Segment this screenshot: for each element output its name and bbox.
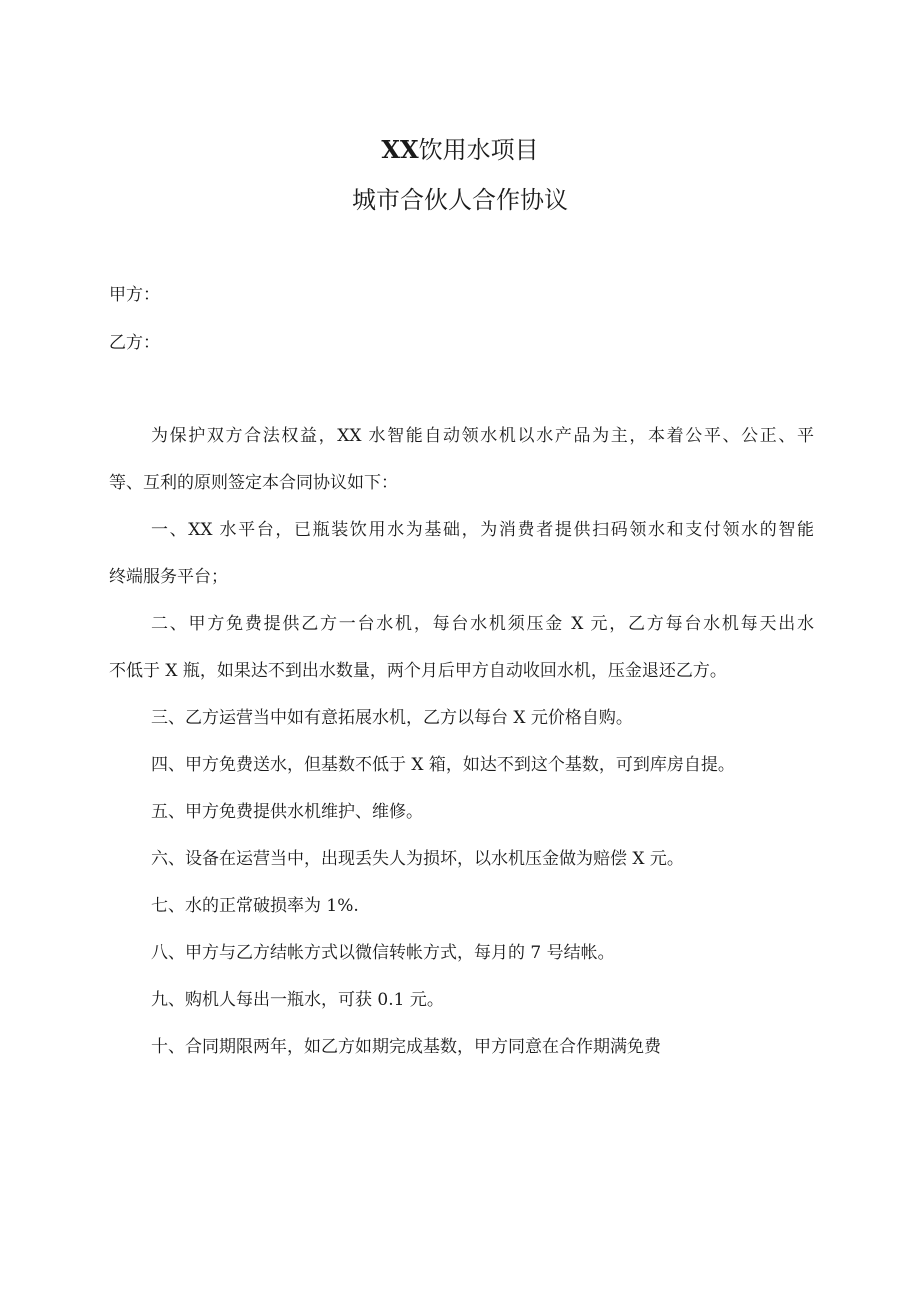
agreement-clause	[109, 1035, 814, 1059]
clause-line: 三、乙方运营当中如有意拓展水机，乙方以每台 X 元价格自购。	[151, 708, 633, 728]
agreement-clause	[109, 706, 814, 730]
clause-line: 五、甲方免费提供水机维护、维修。	[151, 802, 423, 822]
clause-line: 终端服务平台；	[109, 567, 228, 587]
party-b-label: 乙方：	[109, 333, 160, 353]
agreement-clause	[109, 894, 814, 918]
agreement-body	[109, 424, 814, 1059]
document-title-line-1	[0, 134, 920, 166]
document-title-line-2: 城市合伙人合作协议	[352, 186, 568, 214]
agreement-clause	[109, 612, 814, 683]
clause-line: 一、XX 水平台，已瓶装饮用水为基础，为消费者提供扫码领水和支付领水的智能	[151, 520, 814, 540]
clause-line: 七、水的正常破损率为 1%.	[151, 896, 359, 916]
clause-line: 九、购机人每出一瓶水，可获 0.1 元。	[151, 990, 444, 1010]
clause-line: 不低于 X 瓶，如果达不到出水数量，两个月后甲方自动收回水机，压金退还乙方。	[109, 661, 727, 681]
clause-line: 六、设备在运营当中，出现丢失人为损坏，以水机压金做为赔偿 X 元。	[151, 849, 684, 869]
agreement-clause	[109, 753, 814, 777]
clause-line: 四、甲方免费送水，但基数不低于 X 箱，如达不到这个基数，可到库房自提。	[151, 755, 735, 775]
clause-line: 等、互利的原则签定本合同协议如下：	[109, 473, 398, 493]
title-project-code: XX	[381, 135, 419, 164]
agreement-clause	[109, 847, 814, 871]
party-a-label: 甲方：	[109, 285, 160, 305]
agreement-clause	[109, 800, 814, 824]
clause-line: 八、甲方与乙方结帐方式以微信转帐方式，每月的 7 号结帐。	[151, 943, 615, 963]
clause-line: 二、甲方免费提供乙方一台水机，每台水机须压金 X 元，乙方每台水机每天出水	[151, 614, 814, 634]
agreement-clause	[109, 518, 814, 589]
clause-line: 十、合同期限两年，如乙方如期完成基数，甲方同意在合作期满免费	[151, 1037, 661, 1057]
title-project-name: 饮用水项目	[418, 136, 539, 164]
agreement-clause	[109, 941, 814, 965]
clause-line: 为保护双方合法权益，XX 水智能自动领水机以水产品为主，本着公平、公正、平	[151, 426, 814, 446]
agreement-clause	[109, 424, 814, 495]
agreement-clause	[109, 988, 814, 1012]
